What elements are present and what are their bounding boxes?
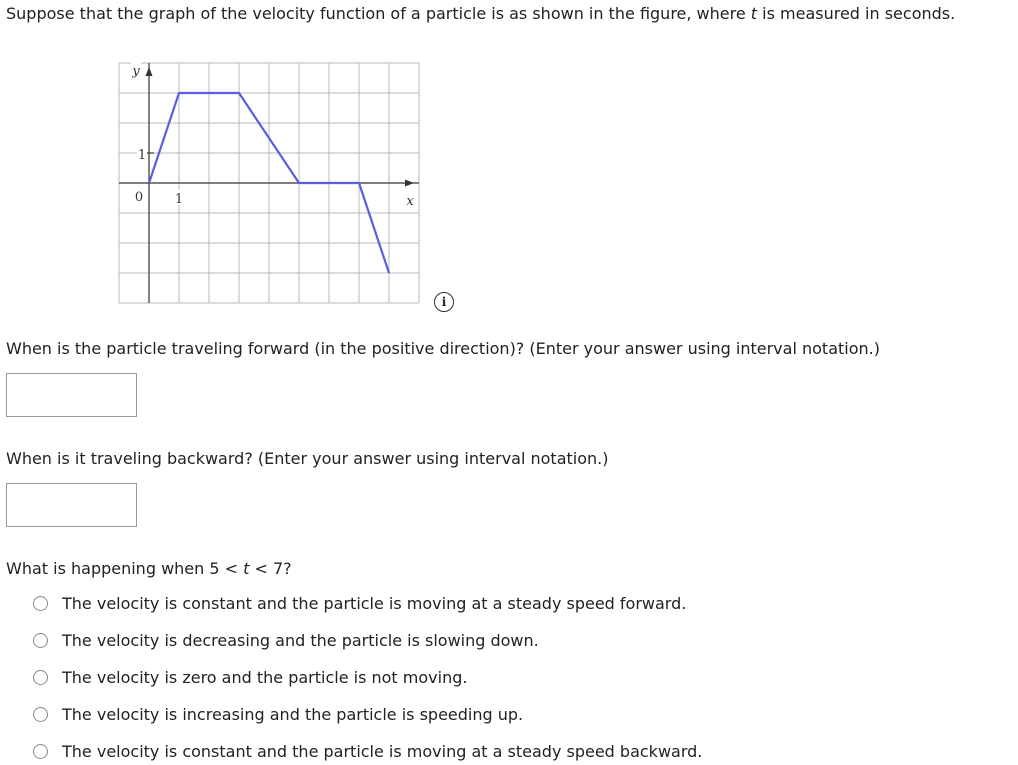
x-axis-arrow <box>405 180 414 187</box>
radio-button[interactable] <box>33 744 48 759</box>
option-constant-backward[interactable] <box>33 739 702 763</box>
info-icon[interactable]: i <box>434 292 454 312</box>
option-label: The velocity is constant and the particle is moving at a steady speed backward. <box>62 741 703 761</box>
question-what-happening <box>6 559 292 578</box>
question-backward: When is it traveling backward? (Enter your answer using interval notation.) <box>6 449 609 468</box>
y-axis-arrow <box>146 67 153 76</box>
radio-button[interactable] <box>33 596 48 611</box>
question-forward: When is the particle traveling forward (in the positive direction)? (Enter your answer using interval notation.) <box>6 339 880 358</box>
radio-button[interactable] <box>33 670 48 685</box>
option-label: The velocity is decreasing and the particle is slowing down. <box>62 630 539 650</box>
radio-button[interactable] <box>33 707 48 722</box>
q3-text-start: What is happening when 5 < <box>6 559 244 578</box>
y-axis-label: y <box>132 64 140 79</box>
option-decreasing[interactable] <box>33 628 539 652</box>
backward-interval-input[interactable] <box>6 483 137 527</box>
option-label: The velocity is zero and the particle is not moving. <box>62 667 468 687</box>
y-tick-label: 1 <box>137 148 147 163</box>
option-label: The velocity is constant and the particle is moving at a steady speed forward. <box>62 593 687 613</box>
velocity-graph <box>100 55 430 307</box>
forward-interval-input[interactable] <box>6 373 137 417</box>
option-zero-not-moving[interactable] <box>33 665 467 689</box>
intro-text-start: Suppose that the graph of the velocity function of a particle is as shown in the figure, where <box>6 4 751 23</box>
q3-variable: t <box>243 559 250 578</box>
problem-intro <box>6 4 955 23</box>
option-label: The velocity is increasing and the particle is speeding up. <box>62 704 524 724</box>
x-tick-label: 1 <box>174 192 184 207</box>
x-axis-label: x <box>406 194 414 209</box>
option-constant-forward[interactable] <box>33 591 686 615</box>
q3-text-end: < 7? <box>249 559 292 578</box>
intro-variable: t <box>750 4 758 23</box>
intro-text-end: is measured in seconds. <box>757 4 956 23</box>
option-increasing[interactable] <box>33 702 523 726</box>
origin-label: 0 <box>134 190 144 205</box>
radio-button[interactable] <box>33 633 48 648</box>
